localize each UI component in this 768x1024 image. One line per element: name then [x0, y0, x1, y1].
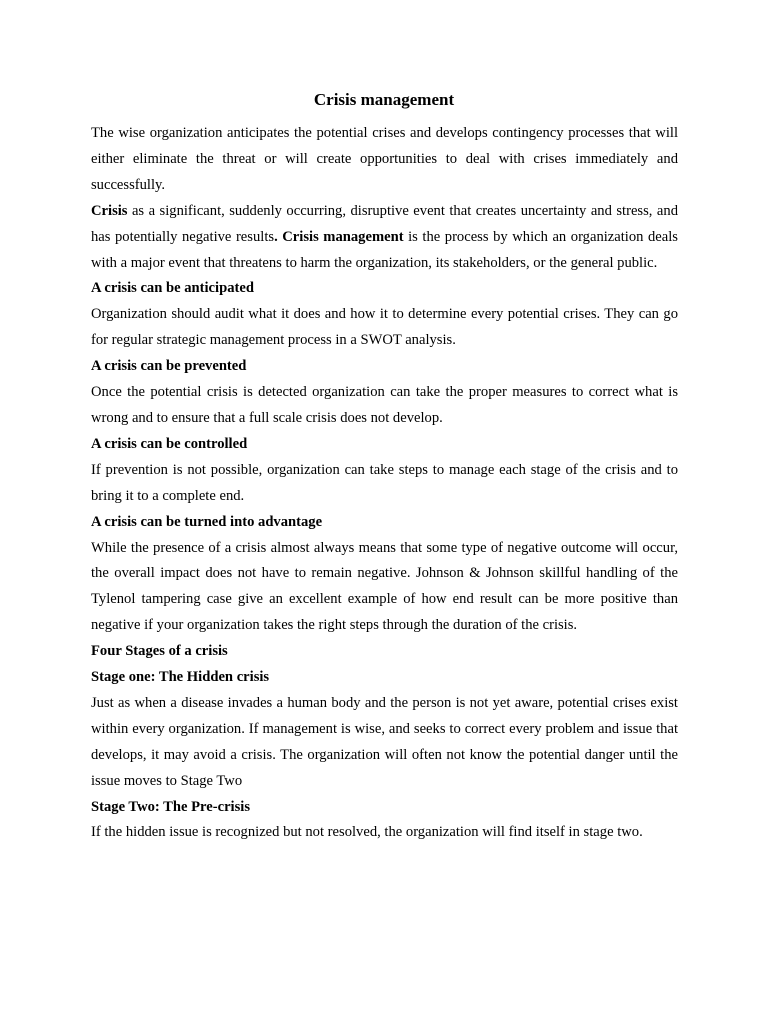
crisis-definition-text: as a significant, suddenly occurring, disruptive event that creates uncertainty and stress, and has potentially negative results [91, 202, 678, 245]
intro-paragraph: The wise organization anticipates the potential crises and develops contingency processes that will either eliminate the threat or will create opportunities to deal with crises immediately and successfully. [91, 125, 678, 193]
stage-one-body: Just as when a disease invades a human body and the person is not yet aware, potential crises exist within every organization. If management is wise, and seeks to correct every problem and issue that develops, it may avoid a crisis. The organization will often not know the potential danger until the issue moves to Stage Two [91, 694, 678, 789]
stage-two-heading: Stage Two: The Pre-crisis [91, 798, 251, 815]
definition-period: . [274, 228, 278, 245]
crisis-management-definition-text: is the process by which an organization deals with a major event that threatens to harm the organization, its stakeholders, or the general public. [91, 228, 678, 271]
page-title: Crisis management [313, 90, 455, 109]
section-body-prevented: Once the potential crisis is detected organization can take the proper measures to correct what is wrong and to ensure that a full scale crisis does not develop. [91, 384, 678, 426]
document-body [91, 121, 678, 846]
section-body-advantage: While the presence of a crisis almost always means that some type of negative outcome will occur, the overall impact does not have to remain negative. Johnson & Johnson skillful handling of the Tylenol tampering case give an excellent example of how end result can be more positive than negative if your organization takes the right steps through the duration of the crisis. [91, 539, 678, 634]
definition-paragraph [91, 199, 678, 277]
stage-one-heading: Stage one: The Hidden crisis [91, 669, 270, 686]
term-crisis: Crisis [91, 202, 128, 219]
section-body-controlled: If prevention is not possible, organization can take steps to manage each stage of the crisis and to bring it to a complete end. [91, 461, 678, 504]
section-heading-anticipated: A crisis can be anticipated [91, 280, 254, 297]
stage-two-body: If the hidden issue is recognized but not resolved, the organization will find itself in stage two. [91, 824, 643, 841]
term-crisis-management: Crisis management [277, 228, 404, 245]
section-heading-prevented: A crisis can be prevented [91, 358, 247, 375]
stages-heading: Four Stages of a crisis [91, 643, 228, 660]
section-body-anticipated: Organization should audit what it does and how it to determine every potential crises. They can go for regular strategic management process in a SWOT analysis. [91, 306, 678, 349]
section-heading-controlled: A crisis can be controlled [91, 435, 248, 452]
section-heading-advantage: A crisis can be turned into advantage [91, 513, 323, 530]
